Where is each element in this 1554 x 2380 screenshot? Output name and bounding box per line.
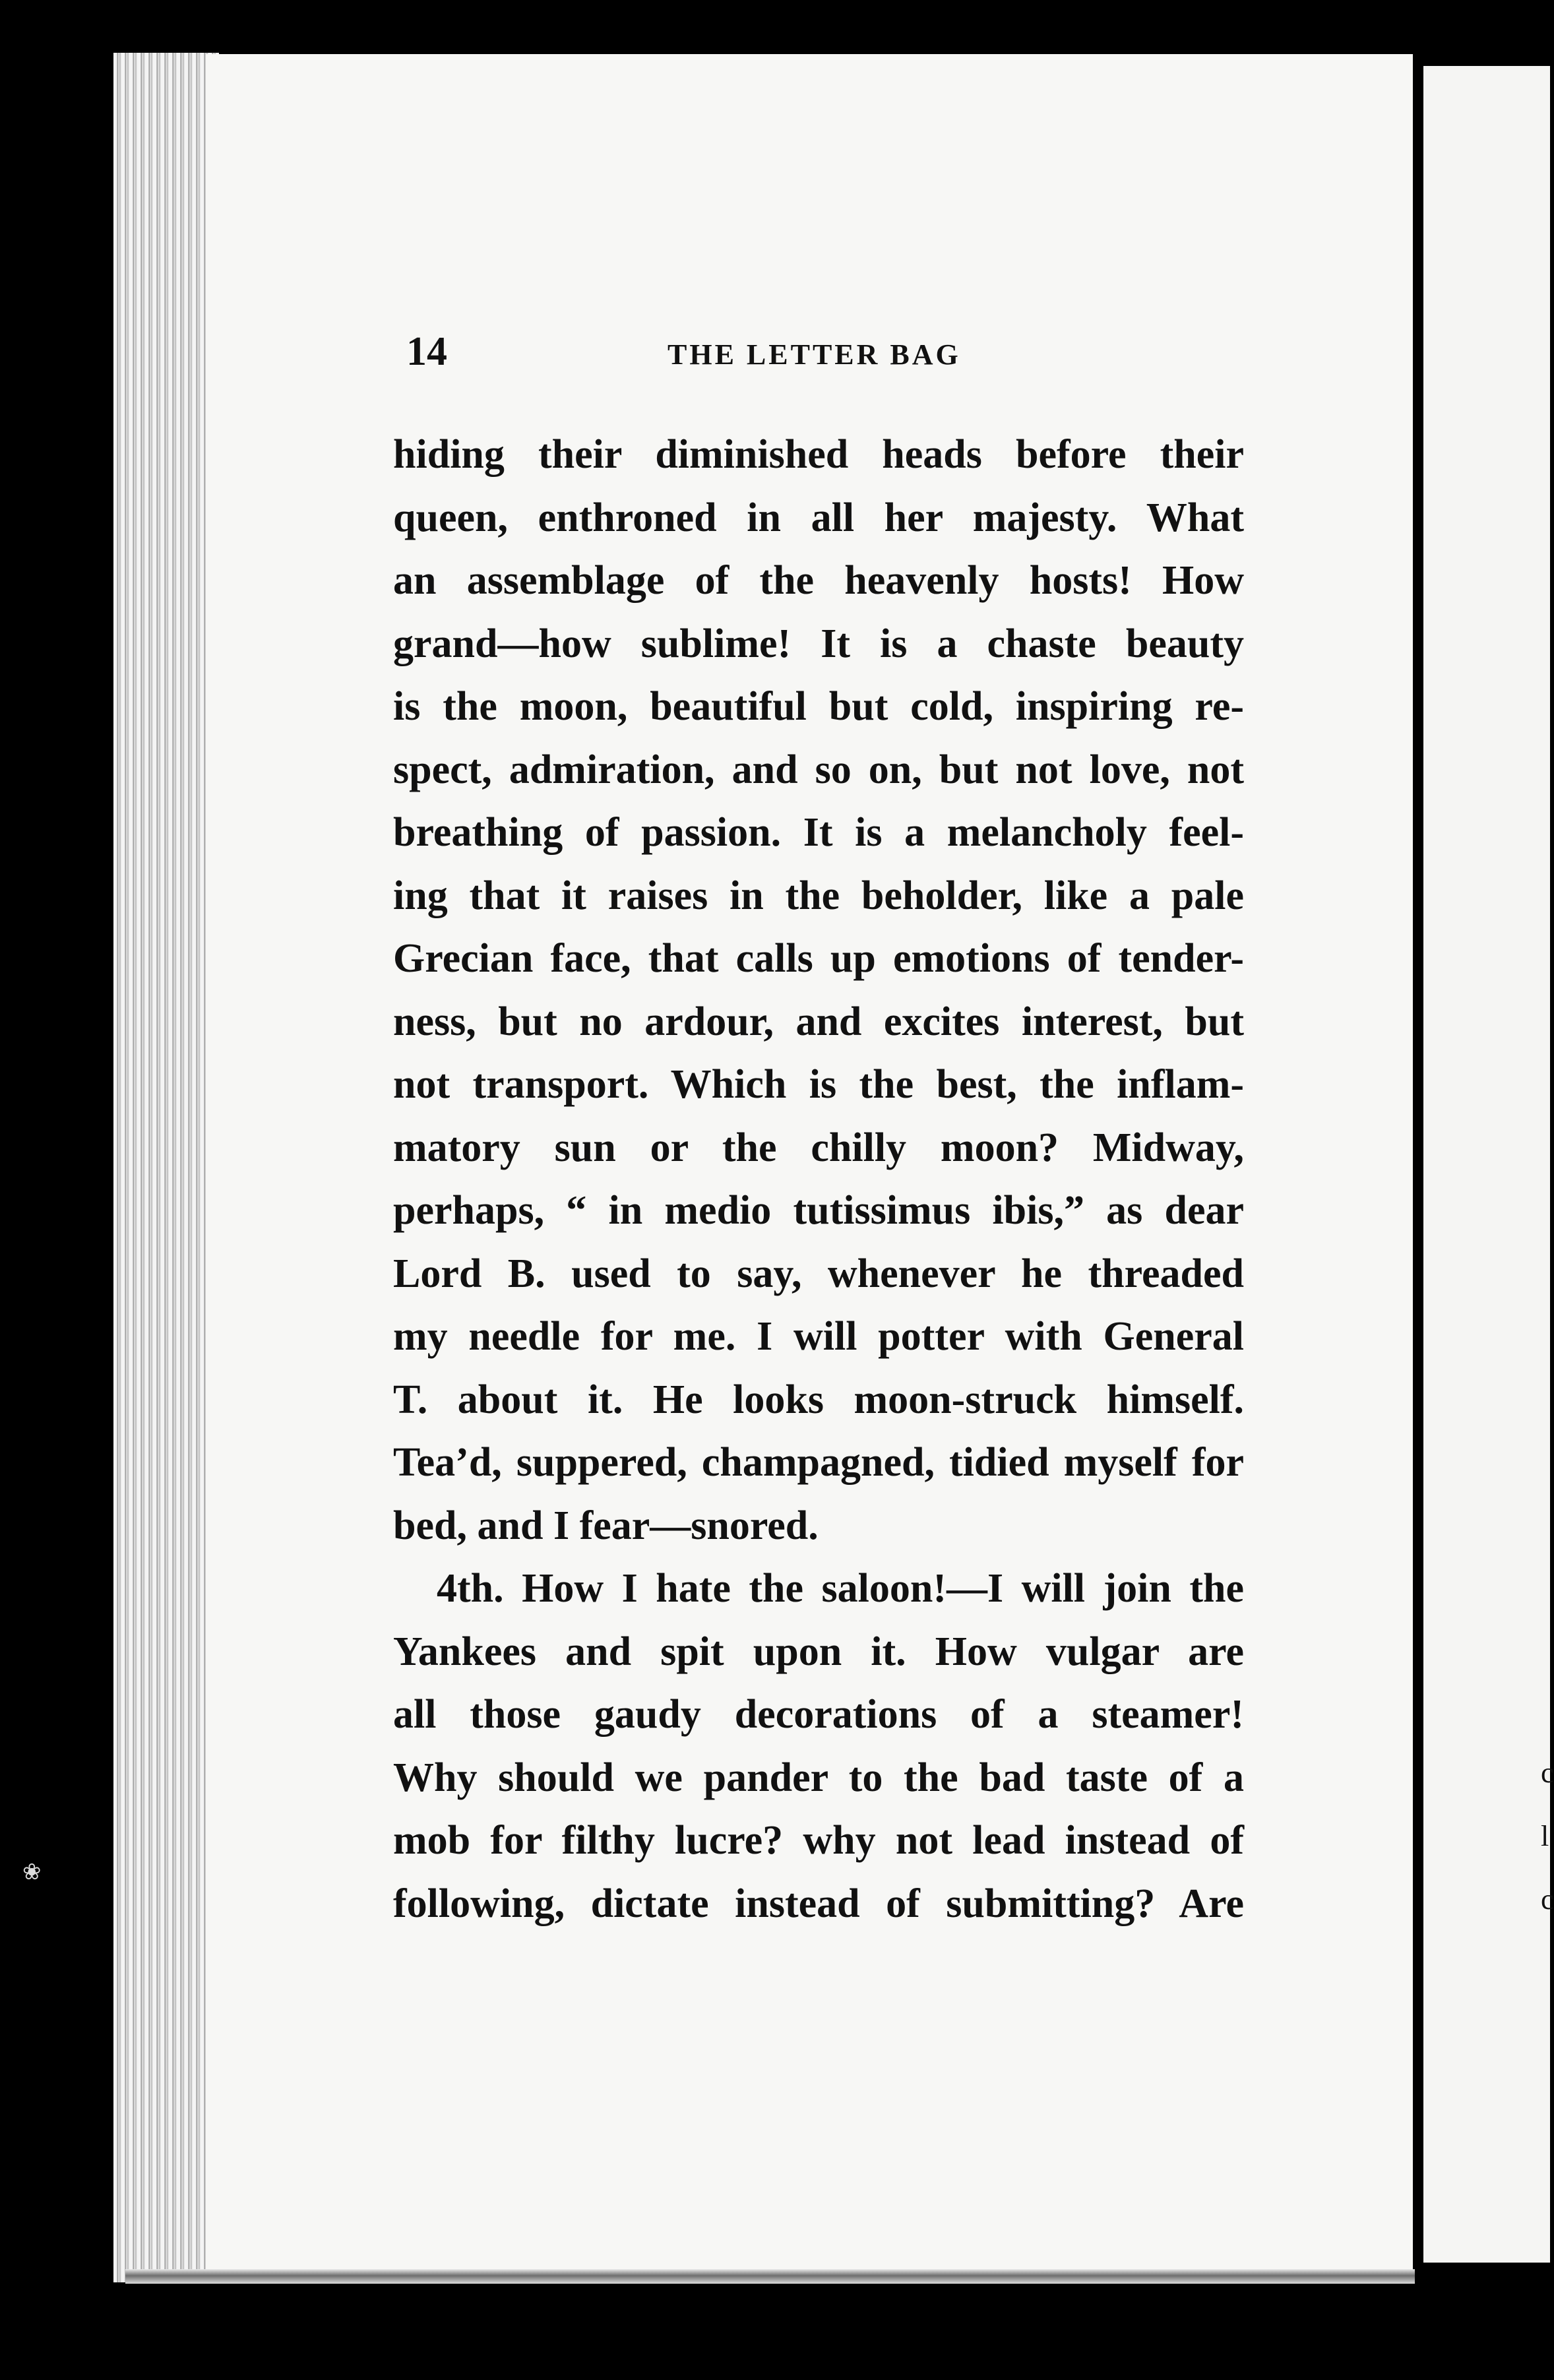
- text-line: an assemblage of the heavenly hosts! How: [393, 558, 1244, 603]
- facing-page-letter: c: [1541, 1883, 1554, 1916]
- page-number: 14: [406, 329, 447, 374]
- text-line: hiding their diminished heads before their: [393, 432, 1244, 477]
- text-line: Tea’d, suppered, champagned, tidied myself for: [393, 1440, 1244, 1485]
- text-line: matory sun or the chilly moon? Midway,: [393, 1125, 1244, 1170]
- text-line-paragraph-end: bed, and I fear—snored.: [393, 1503, 819, 1548]
- running-title: THE LETTER BAG: [668, 338, 961, 371]
- facing-page-letter: l: [1541, 1820, 1549, 1852]
- facing-page-edge: [1423, 66, 1554, 2263]
- text-line-paragraph-start: 4th. How I hate the saloon!—I will join the: [437, 1566, 1244, 1611]
- text-line: all those gaudy decorations of a steamer!: [393, 1692, 1244, 1737]
- body-text: [393, 423, 1244, 1935]
- text-line: ing that it raises in the beholder, like a pale: [393, 873, 1244, 918]
- text-line: queen, enthroned in all her majesty. What: [393, 495, 1244, 540]
- text-line: following, dictate instead of submitting? Are: [393, 1881, 1244, 1926]
- scan-mark-icon: ❀: [22, 1860, 42, 1885]
- text-line: mob for filthy lucre? why not lead instead of: [393, 1818, 1244, 1863]
- text-line: my needle for me. I will potter with General: [393, 1314, 1244, 1359]
- running-head: [406, 329, 1231, 381]
- text-line: Why should we pander to the bad taste of a: [393, 1755, 1244, 1800]
- facing-page-letter: c: [1541, 1757, 1554, 1789]
- text-line: Yankees and spit upon it. How vulgar are: [393, 1629, 1244, 1674]
- text-line: Grecian face, that calls up emotions of tender-: [393, 936, 1244, 981]
- facing-page-text-fragment: [1541, 1741, 1554, 1931]
- text-line: not transport. Which is the best, the inflam-: [393, 1062, 1244, 1107]
- text-line: spect, admiration, and so on, but not love, not: [393, 747, 1244, 792]
- text-line: T. about it. He looks moon-struck himself.: [393, 1377, 1244, 1422]
- text-line: Lord B. used to say, whenever he threaded: [393, 1251, 1244, 1296]
- text-line: breathing of passion. It is a melancholy feel-: [393, 810, 1244, 855]
- text-line: perhaps, “ in medio tutissimus ibis,” as dear: [393, 1188, 1244, 1233]
- page-bottom-edge: [125, 2269, 1415, 2284]
- text-line: ness, but no ardour, and excites interest, but: [393, 999, 1244, 1044]
- stacked-page-edges: [113, 53, 219, 2282]
- text-line: is the moon, beautiful but cold, inspiring re-: [393, 684, 1244, 729]
- text-line: grand—how sublime! It is a chaste beauty: [393, 621, 1244, 666]
